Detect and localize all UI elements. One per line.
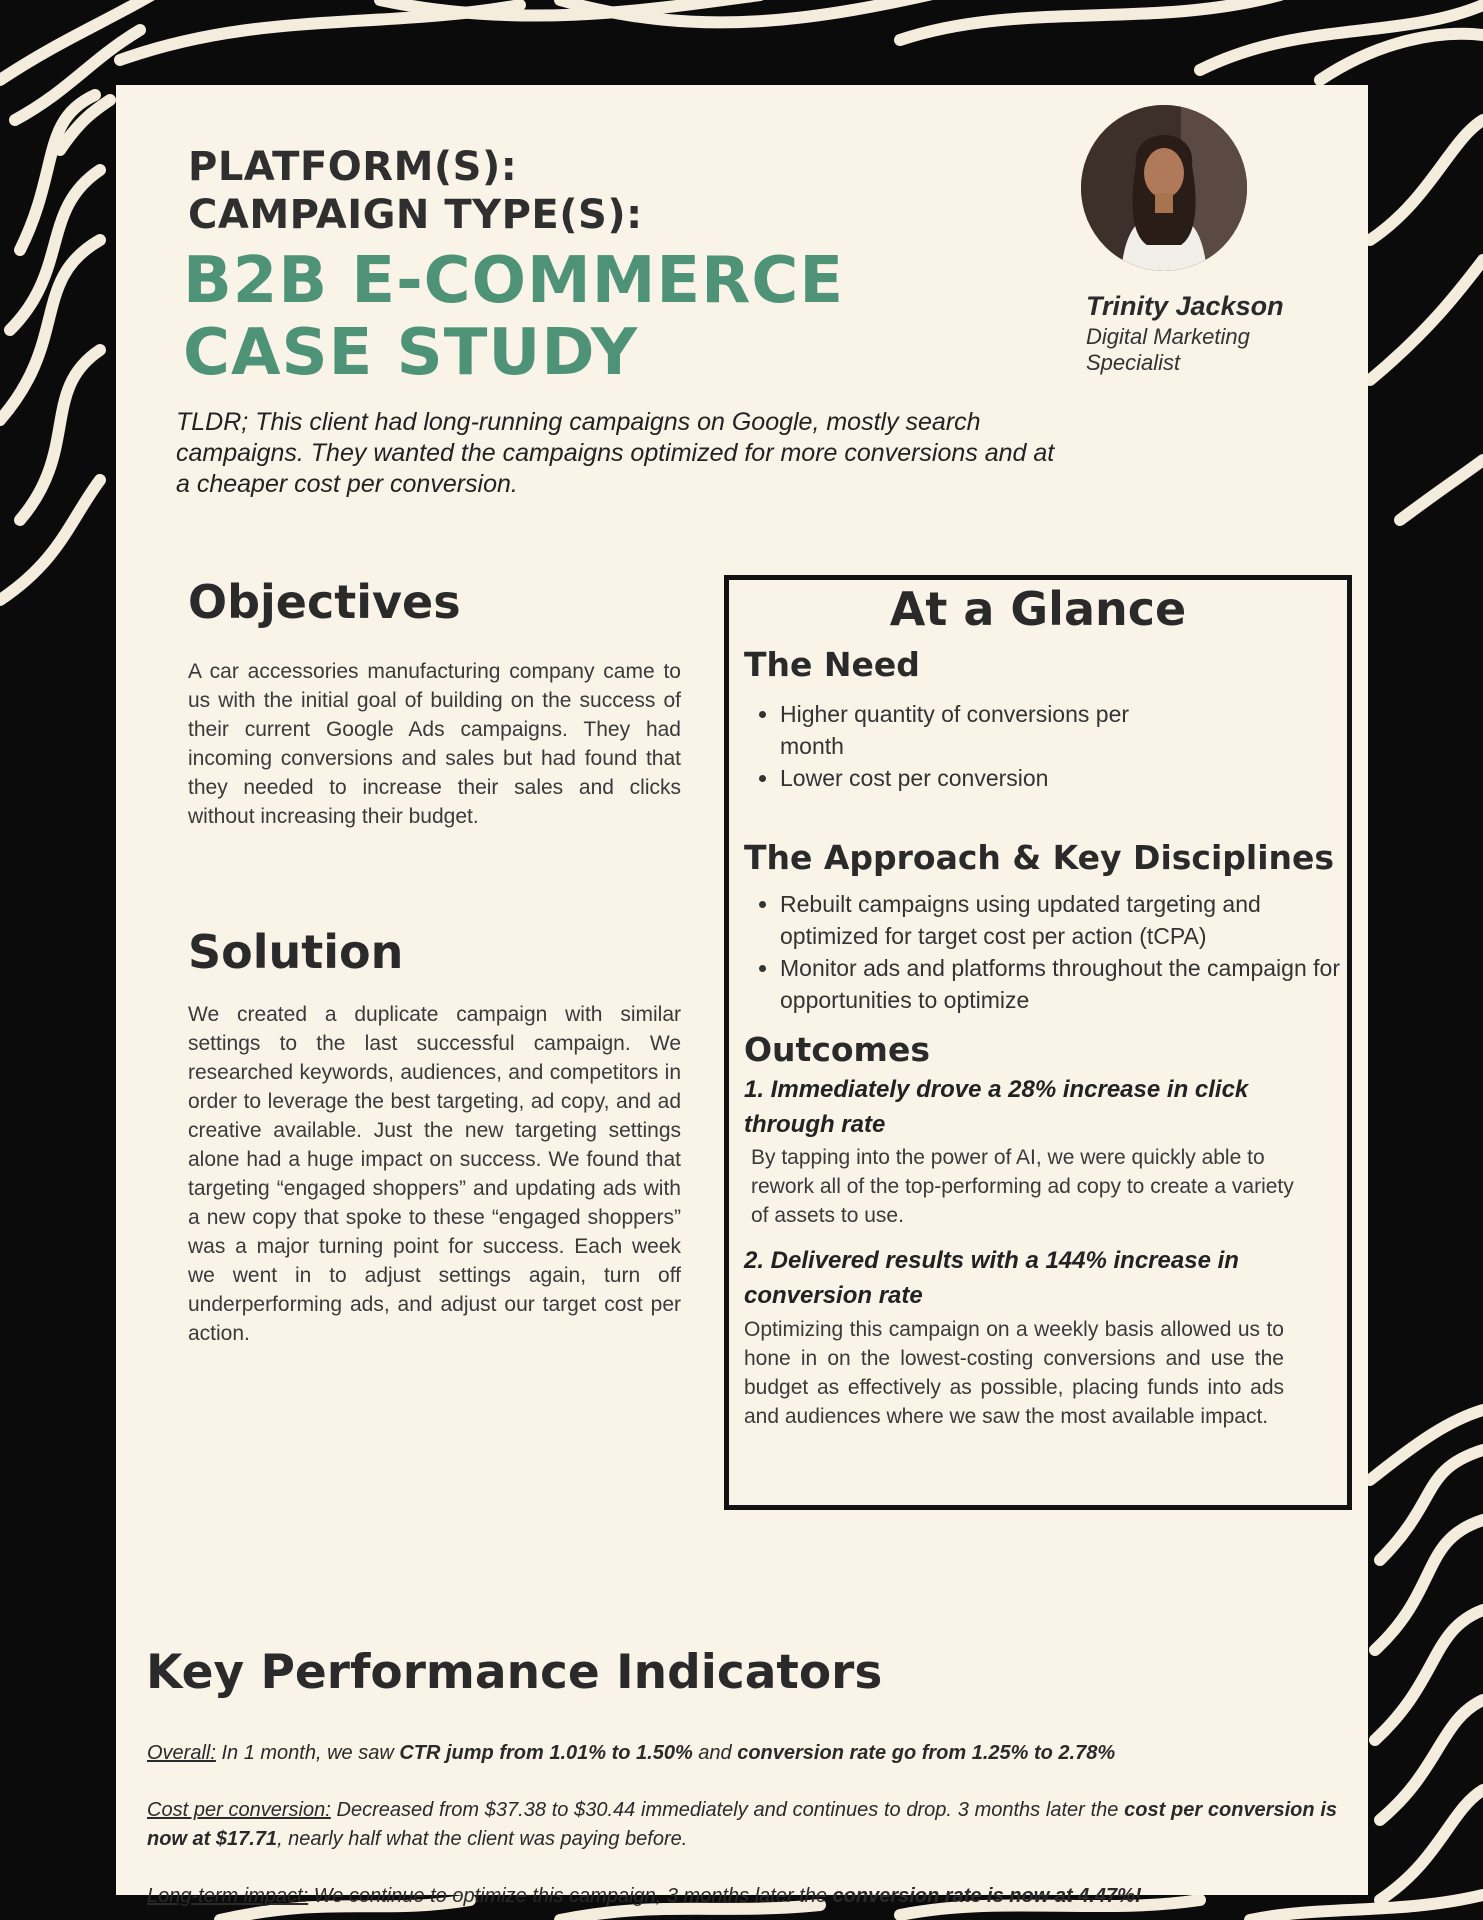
kpi-cost-highlight: cost per conversion is now at $17.71 (147, 1799, 1338, 1850)
kpi-long-highlight: conversion rate is now at 4.47%! (832, 1885, 1142, 1907)
objectives-text: A car accessories manufacturing company came to us with the initial goal of building on the success of their current Google Ads campaigns. They had incoming conversions and sales but had found that they needed to increase their sales and clicks without increasing their budget. (188, 660, 681, 828)
approach-item: • Monitor ads and platforms throughout the campaign for opportunities to optimize (780, 952, 1349, 1016)
kpi-cost-per-conversion (147, 1796, 1337, 1854)
kpi-cost-text: , nearly half what the client was paying before. (277, 1828, 688, 1850)
author-role-line2: Specialist (1086, 350, 1181, 375)
case-study-card (116, 85, 1368, 1907)
tldr-line1: TLDR; This client had long-running campaigns on Google, mostly search (176, 408, 981, 436)
kpi-long-label: Long-term impact: (147, 1885, 309, 1907)
need-heading: The Need (744, 645, 920, 684)
page-title-line1: B2B E-COMMERCE (183, 244, 845, 318)
tldr-line3: a cheaper cost per conversion. (176, 470, 518, 498)
tldr-summary (176, 407, 1226, 500)
kpi-heading: Key Performance Indicators (146, 1645, 883, 1700)
approach-item: • Rebuilt campaigns using updated targeting and optimized for target cost per action (tCPA) (780, 888, 1349, 952)
need-item: • Lower cost per conversion (780, 762, 1154, 794)
kpi-cost-text: Decreased from $37.38 to $30.44 immediately and continues to drop. 3 months later the (330, 1799, 1125, 1821)
outcome2-text: Optimizing this campaign on a weekly basis allowed us to hone in on the lowest-costing conversions and use the budget as effectively as possible, placing funds into ads and audiences where we saw the most available impact. (744, 1318, 1284, 1428)
outcome2-heading: 2. Delivered results with a 144% increase in conversion rate (744, 1247, 1239, 1309)
author-name: Trinity Jackson (1086, 291, 1284, 321)
glance-title: At a Glance (889, 582, 1187, 636)
solution-text: We created a duplicate campaign with similar settings to the last successful campaign. We researched keywords, audiences, and competitors in order to leverage the best targeting, ad copy, and ad creative available. Just the new targeting settings alone had a huge impact on success. We found that targeting “engaged shoppers” and updating ads with a new copy that spoke to these “engaged shoppers” was a major turning point for success. Each week we went in to adjust settings again, turn off underperforming ads, and adjust our target cost per action. (188, 1003, 681, 1345)
approach-heading: The Approach & Key Disciplines (744, 838, 1335, 877)
author-avatar (1081, 105, 1247, 271)
kpi-overall (147, 1739, 1337, 1768)
approach-list (744, 888, 1349, 1016)
outcome1-text: By tapping into the power of AI, we were quickly able to rework all of the top-performing ad copy to create a variety of assets to use. (751, 1146, 1294, 1227)
kpi-ctr-highlight: CTR jump from 1.01% to 1.50% (399, 1742, 693, 1764)
tldr-line2: campaigns. They wanted the campaigns optimized for more conversions and at (176, 439, 1055, 467)
author-role-line1: Digital Marketing (1086, 324, 1250, 349)
kpi-long-text: We continue to optimize this campaign, 3 months later the (308, 1885, 833, 1907)
need-item: • Higher quantity of conversions per month (780, 698, 1154, 762)
kpi-overall-label: Overall: (147, 1742, 216, 1764)
kpi-conversion-highlight: conversion rate go from 1.25% to 2.78% (737, 1742, 1116, 1764)
outcome1-heading: 1. Immediately drove a 28% increase in click through rate (744, 1076, 1249, 1138)
outcomes-heading: Outcomes (744, 1030, 930, 1069)
need-list (744, 698, 1154, 794)
objectives-heading: Objectives (188, 575, 461, 629)
kpi-overall-text: and (692, 1742, 738, 1764)
at-a-glance-box (724, 575, 1352, 1510)
kpi-cost-label: Cost per conversion: (147, 1799, 331, 1821)
kpi-long-term-impact (147, 1882, 1337, 1911)
platform-label: PLATFORM(S): (188, 144, 518, 190)
solution-heading: Solution (188, 925, 404, 979)
campaign-type-label: CAMPAIGN TYPE(S): (188, 192, 643, 238)
page-title-line2: CASE STUDY (183, 316, 639, 390)
kpi-overall-text: In 1 month, we saw (215, 1742, 400, 1764)
